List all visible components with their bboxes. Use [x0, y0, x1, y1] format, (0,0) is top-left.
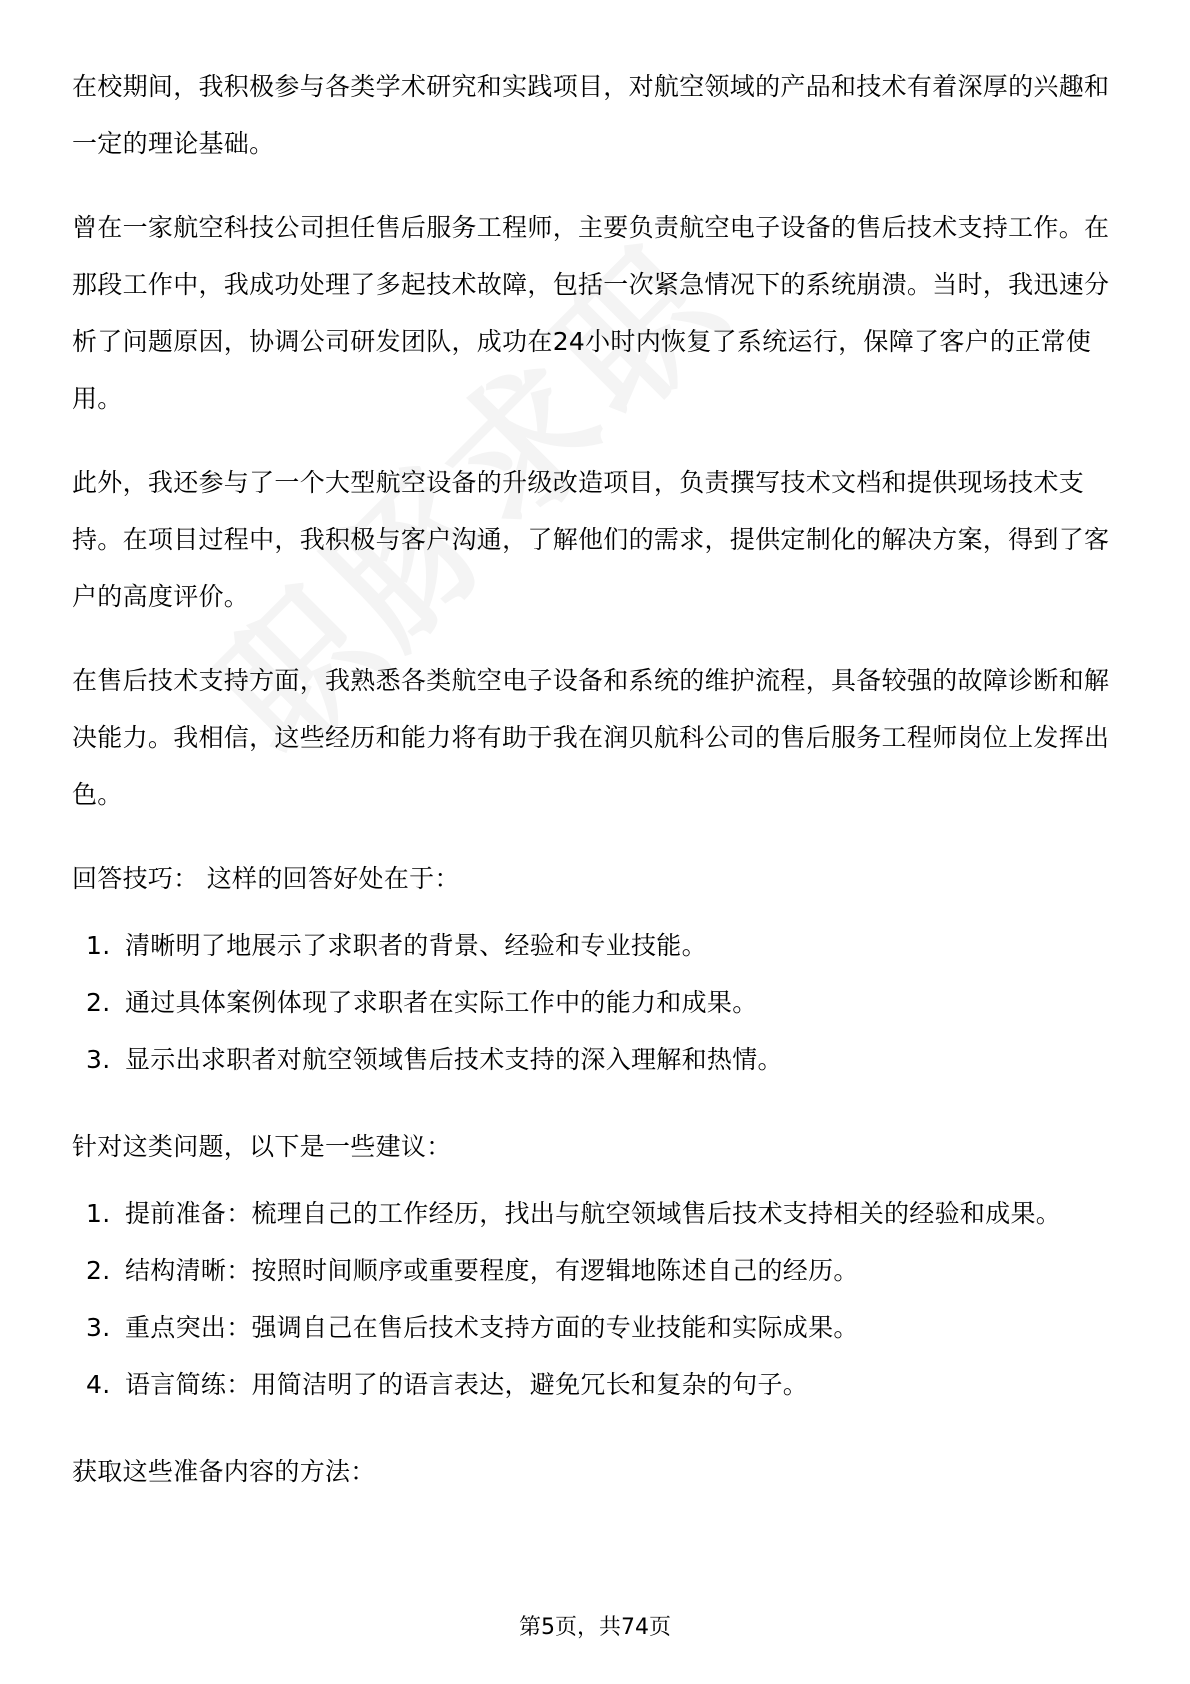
list-item: [72, 1185, 1122, 1242]
advice-list: [72, 1185, 1122, 1413]
list-number: 3.: [86, 1045, 111, 1074]
tips-heading: 回答技巧： 这样的回答好处在于：: [72, 864, 460, 893]
list-item: [72, 917, 1122, 974]
method-heading: 获取这些准备内容的方法：: [72, 1457, 376, 1486]
list-item: [72, 974, 1122, 1031]
list-number: 2.: [86, 988, 111, 1017]
list-number: 3.: [86, 1313, 111, 1342]
list-item-text: 结构清晰：按照时间顺序或重要程度，有逻辑地陈述自己的经历。: [125, 1256, 859, 1285]
list-item-text: 重点突出：强调自己在售后技术支持方面的专业技能和实际成果。: [125, 1313, 859, 1342]
list-item: [72, 1299, 1122, 1356]
list-number: 4.: [86, 1370, 111, 1399]
document-page: [72, 58, 1122, 1527]
list-item: [72, 1031, 1122, 1088]
page-number: 第5页，共74页: [519, 1615, 671, 1640]
list-item: [72, 1356, 1122, 1413]
list-number: 1.: [86, 1199, 111, 1228]
list-item-text: 语言简练：用简洁明了的语言表达，避免冗长和复杂的句子。: [125, 1370, 809, 1399]
list-item-text: 通过具体案例体现了求职者在实际工作中的能力和成果。: [125, 988, 758, 1017]
tips-list: [72, 917, 1122, 1088]
list-number: 1.: [86, 931, 111, 960]
paragraph-skills: 在售后技术支持方面，我熟悉各类航空电子设备和系统的维护流程，具备较强的故障诊断和解决能力。我相信，这些经历和能力将有助于我在润贝航科公司的售后服务工程师岗位上发挥出色。: [72, 666, 1110, 809]
list-item-text: 显示出求职者对航空领域售后技术支持的深入理解和热情。: [125, 1045, 783, 1074]
list-item-text: 提前准备：梳理自己的工作经历，找出与航空领域售后技术支持相关的经验和成果。: [125, 1199, 1062, 1228]
list-item-text: 清晰明了地展示了求职者的背景、经验和专业技能。: [125, 931, 707, 960]
list-item: [72, 1242, 1122, 1299]
advice-heading: 针对这类问题，以下是一些建议：: [72, 1132, 452, 1161]
paragraph-experience: 曾在一家航空科技公司担任售后服务工程师，主要负责航空电子设备的售后技术支持工作。在那段工作中，我成功处理了多起技术故障，包括一次紧急情况下的系统崩溃。当时，我迅速分析了问题原因，协调公司研发团队，成功在24小时内恢复了系统运行，保障了客户的正常使用。: [72, 213, 1110, 413]
paragraph-education: 在校期间，我积极参与各类学术研究和实践项目，对航空领域的产品和技术有着深厚的兴趣和一定的理论基础。: [72, 72, 1110, 158]
paragraph-project: 此外，我还参与了一个大型航空设备的升级改造项目，负责撰写技术文档和提供现场技术支持。在项目过程中，我积极与客户沟通，了解他们的需求，提供定制化的解决方案，得到了客户的高度评价。: [72, 468, 1110, 611]
list-number: 2.: [86, 1256, 111, 1285]
